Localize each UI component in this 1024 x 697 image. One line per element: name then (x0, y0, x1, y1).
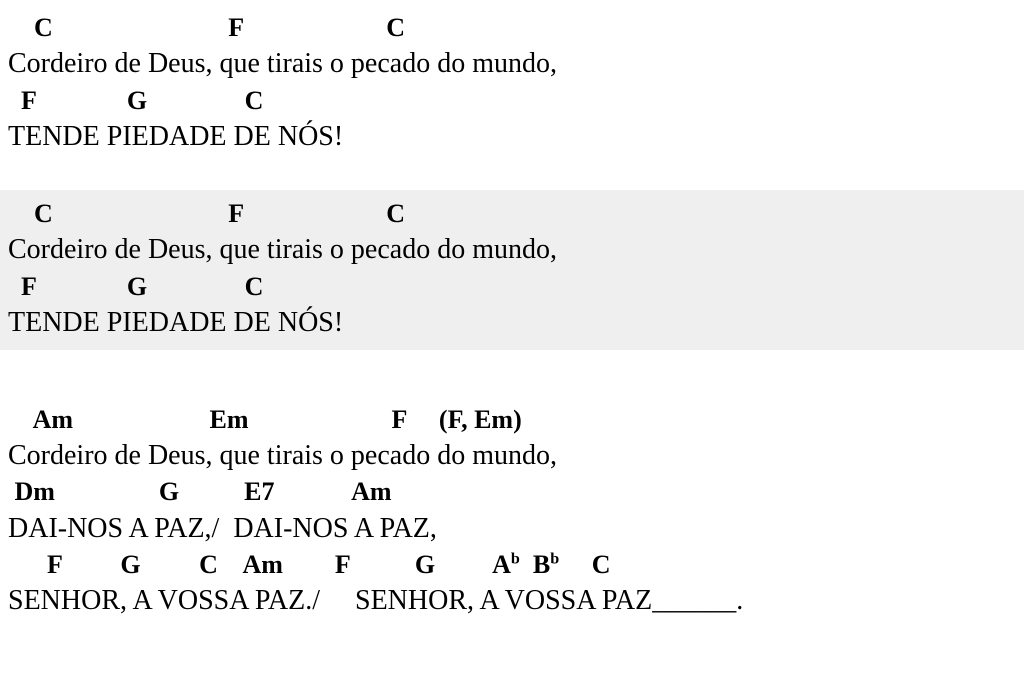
stanza-gap-large (0, 350, 1024, 396)
lyric-line: Cordeiro de Deus, que tirais o pecado do mundo, (8, 233, 557, 265)
lyric-line: TENDE PIEDADE DE NÓS! (8, 120, 344, 152)
chord-line: F G C (8, 85, 264, 115)
chord-line: Dm G E7 Am (8, 477, 392, 507)
chord-line: C F C (8, 198, 405, 228)
lyric-line: Cordeiro de Deus, que tirais o pecado do mundo, (8, 439, 557, 471)
chord-line: F G C (8, 271, 264, 301)
stanza-1-inner (0, 4, 1024, 164)
lyric-line: Cordeiro de Deus, que tirais o pecado do mundo, (8, 48, 557, 80)
stanza-1 (0, 4, 1024, 164)
chord-line-with-flats: F G C Am F G $A^b$ $B^b$ C (8, 550, 611, 580)
stanza-2-inner (0, 190, 1024, 350)
lyric-line: DAI-NOS A PAZ,/ DAI-NOS A PAZ, (8, 512, 437, 544)
lyric-line: SENHOR, A VOSSA PAZ./ SENHOR, A VOSSA PAZ______. (8, 585, 744, 617)
stanza-gap (0, 164, 1024, 190)
chord-line: C F C (8, 13, 405, 42)
stanza-3-inner (0, 396, 1024, 629)
stanza-2 (0, 190, 1024, 350)
stanza-3 (0, 396, 1024, 629)
lyric-line: TENDE PIEDADE DE NÓS! (8, 306, 344, 338)
chord-line: Am Em F (F, Em) (8, 404, 522, 434)
